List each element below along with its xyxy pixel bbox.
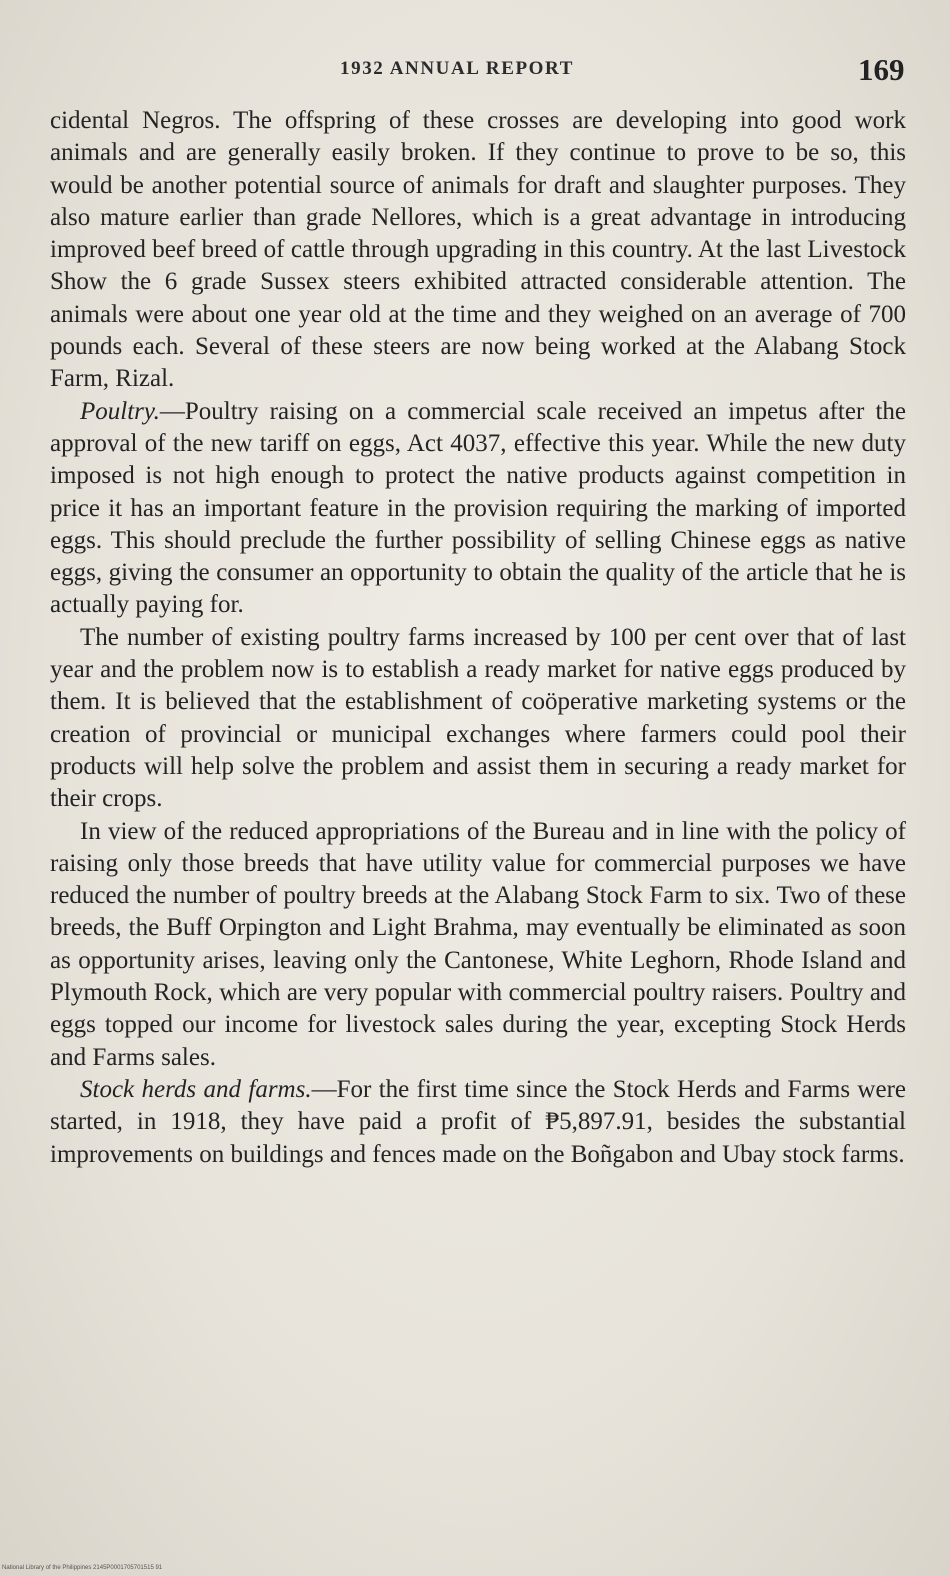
paragraph-poultry-farms <box>50 622 906 816</box>
section-lead-poultry: Poultry. <box>80 397 160 425</box>
section-lead-stock-herds: Stock herds and farms. <box>80 1075 312 1103</box>
paragraph-text: In view of the reduced appropriations of the Bureau and in line with the policy of raising only those breeds that have utility value for commercial purposes we have reduced the number of poultry breeds at the Alabang Stock Farm to six. Two of these breeds, the Buff Orpington and Light Brahma, may eventually be eliminated as soon as opportunity arises, leaving only the Cantonese, White Leghorn, Rhode Island and Plymouth Rock, which are very popular with commercial poultry raisers. Poultry and eggs topped our income for livestock sales during the year, excepting Stock Herds and Farms sales. <box>50 817 906 1071</box>
scan-footer: National Library of the Philippines 2145P0001705701515 91 <box>2 1565 163 1571</box>
paragraph-text: —For the first time since the Stock Herds and Farms were started, in 1918, they have paid a profit of ₱5,897.91, besides the substantial improvements on buildings and fences made on the Boñgabon and Ubay stock farms. <box>50 1075 906 1168</box>
running-title: 1932 ANNUAL REPORT <box>340 58 574 79</box>
body-text <box>50 105 906 1171</box>
paragraph-text: —Poultry raising on a commercial scale received an impetus after the approval of the new tariff on eggs, Act 4037, effective this year. While the new duty imposed is not high enough to protect the native products against competition in price it has an important feature in the provision requiring the marking of imported eggs. This should preclude the further possibility of selling Chinese eggs as native eggs, giving the consumer an opportunity to obtain the quality of the article that he is actually paying for. <box>50 397 906 619</box>
paragraph-stock-herds <box>50 1074 906 1171</box>
page-number: 169 <box>858 52 905 87</box>
paragraph-text: The number of existing poultry farms increased by 100 per cent over that of last year and the problem now is to establish a ready market for native eggs produced by them. It is believed that the establishment of coöperative marketing systems or the creation of provincial or municipal exchanges where farmers could pool their products will help solve the problem and assist them in securing a ready market for their crops. <box>50 623 906 813</box>
paragraph-poultry-breeds <box>50 816 906 1074</box>
paragraph-cattle <box>50 105 906 396</box>
paragraph-poultry <box>50 396 906 622</box>
paragraph-text: cidental Negros. The offspring of these crosses are developing into good work animals and are generally easily broken. If they continue to prove to be so, this would be another potential source of animals for draft and slaughter purposes. They also mature earlier than grade Nellores, which is a great advantage in introducing improved beef breed of cattle through upgrading in this country. At the last Livestock Show the 6 grade Sussex steers exhibited attracted considerable attention. The animals were about one year old at the time and they weighed on an average of 700 pounds each. Several of these steers are now being worked at the Alabang Stock Farm, Rizal. <box>50 107 906 393</box>
page-header <box>0 50 950 100</box>
